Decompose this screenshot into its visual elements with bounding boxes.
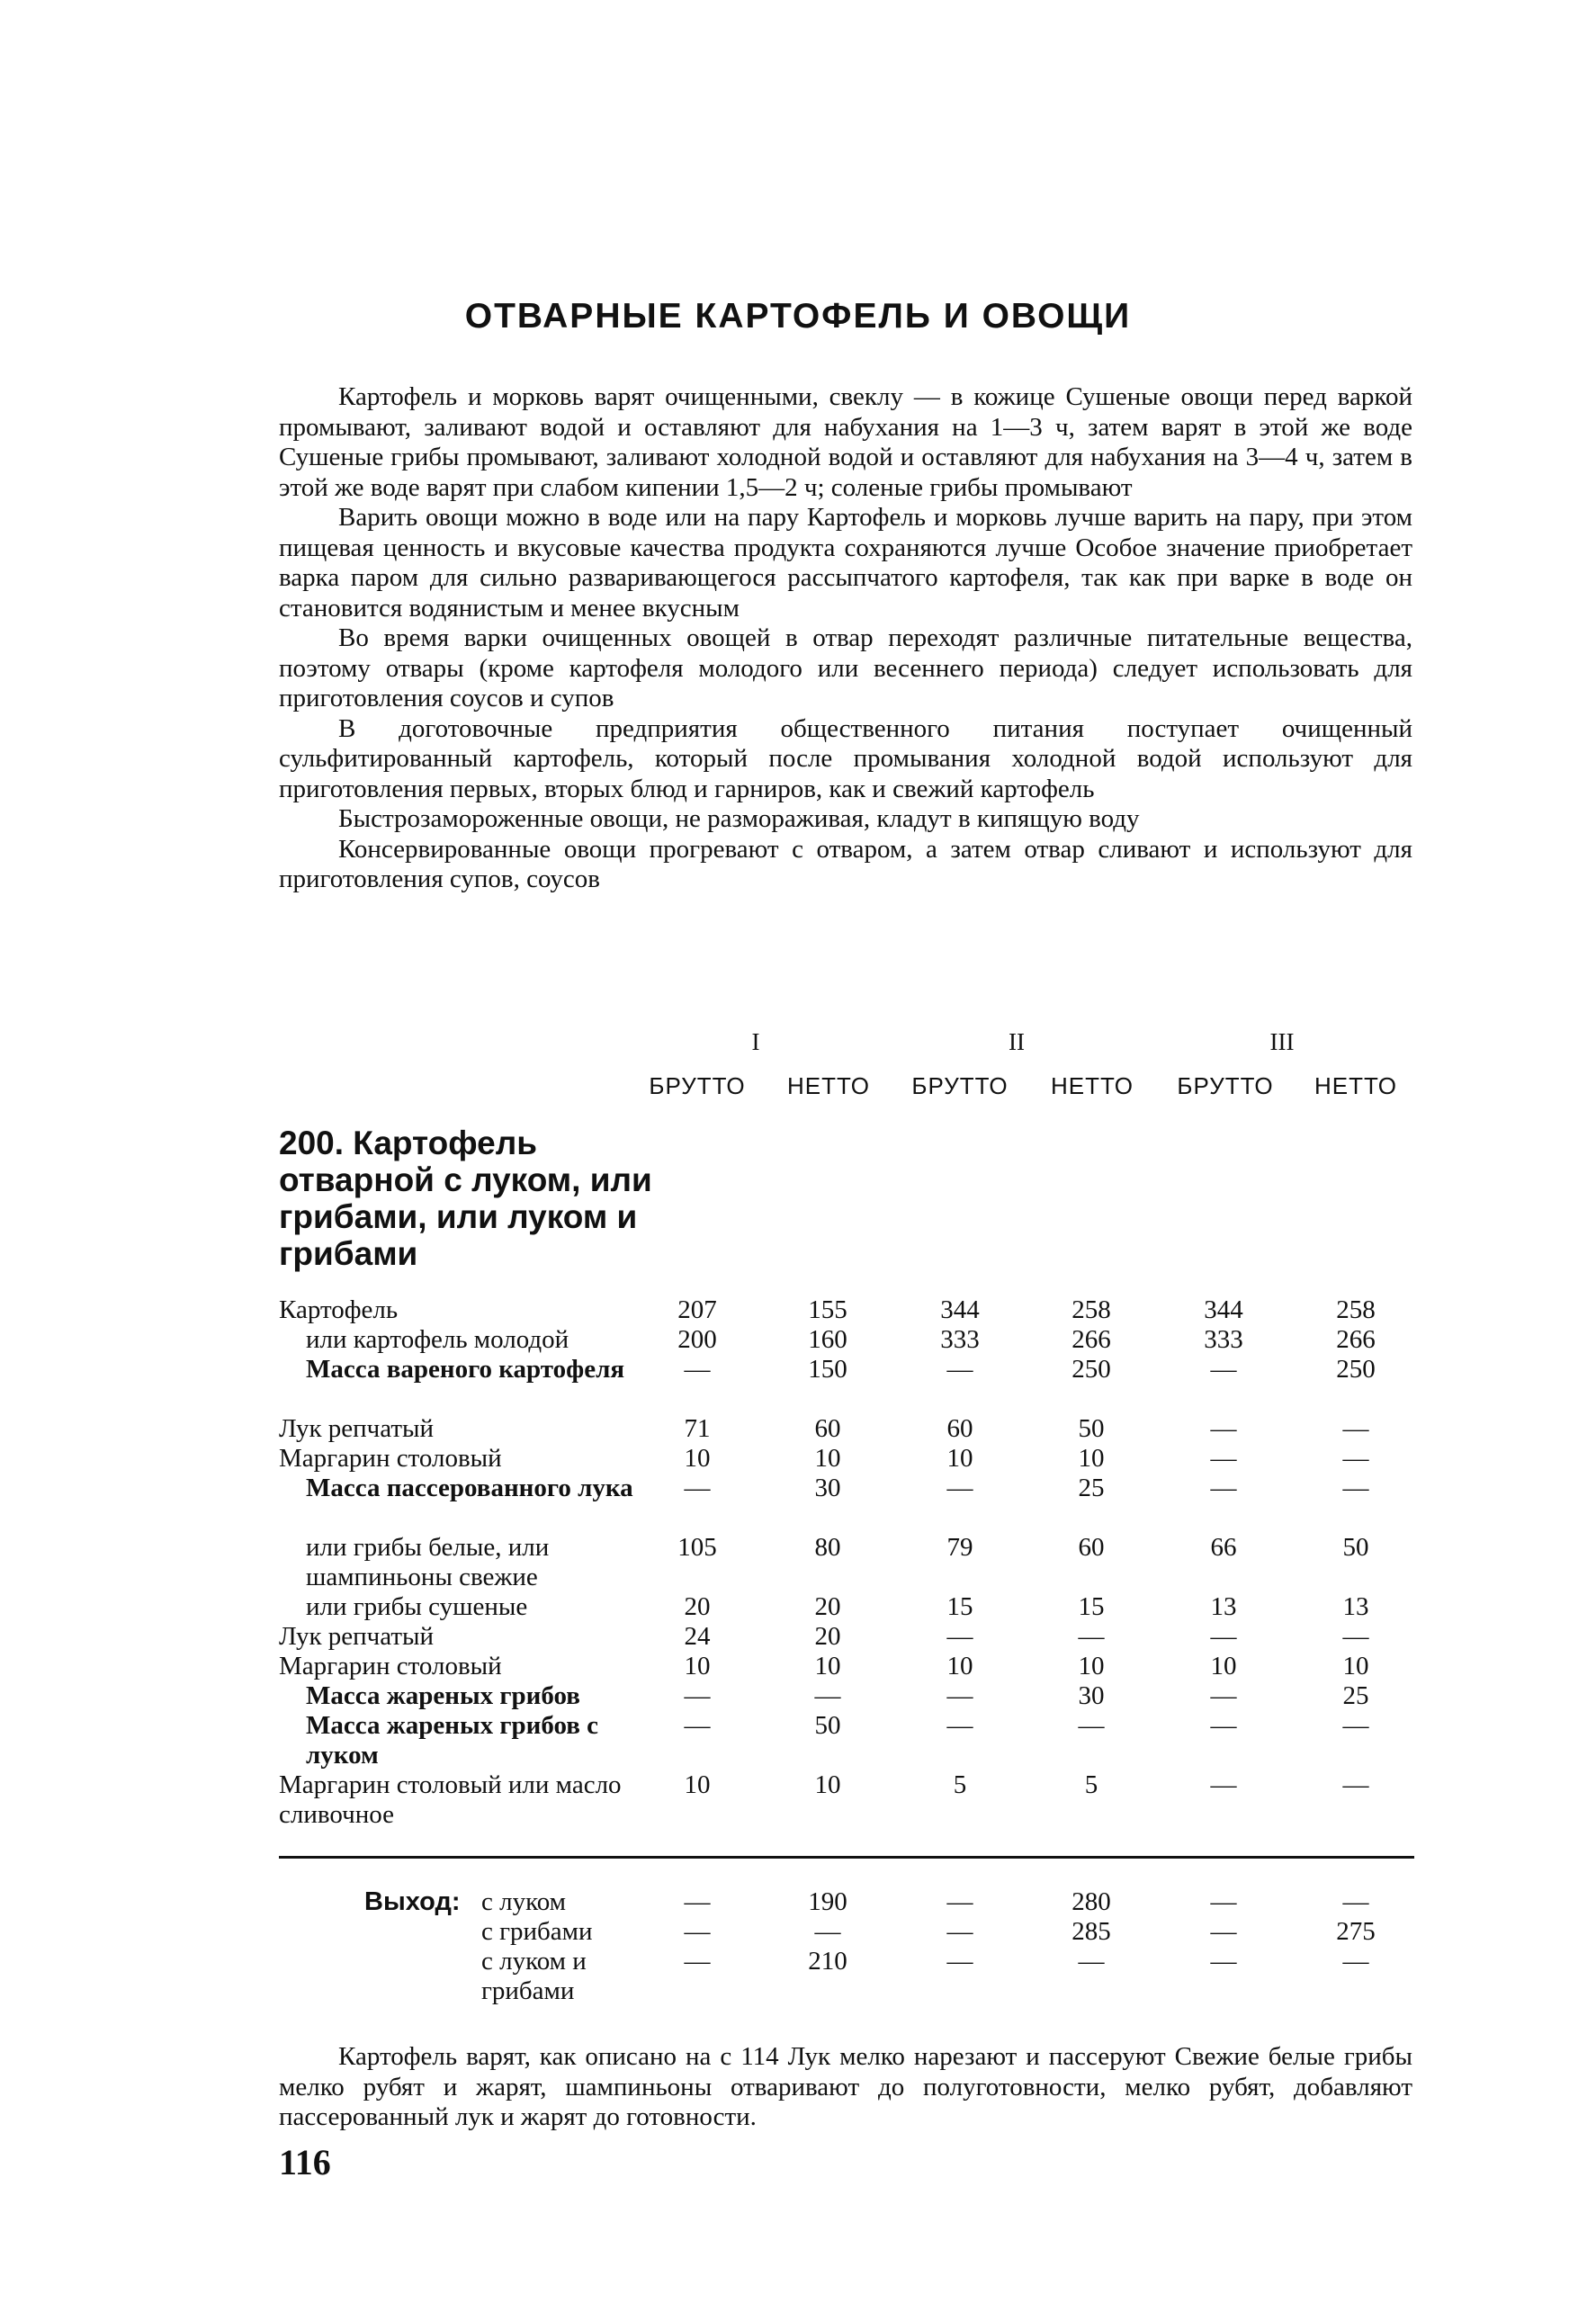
table-row (0, 1295, 1596, 1325)
table-cell: 71 (684, 1414, 711, 1443)
table-row (0, 1533, 1596, 1592)
table-cell: 10 (1078, 1652, 1105, 1680)
table-cell: 60 (946, 1414, 973, 1443)
ingredient-name: Картофель (279, 1295, 399, 1324)
table-cell: — (1342, 1474, 1369, 1502)
table-cell: — (1342, 1444, 1369, 1473)
ingredient-name: Маргарин столовый или масло сливочное (279, 1770, 622, 1829)
table-cell: 207 (677, 1295, 717, 1324)
table-cell: — (1342, 1711, 1369, 1740)
table-cell: — (814, 1681, 841, 1710)
table-cell: 150 (808, 1355, 847, 1384)
table-divider (279, 1856, 1414, 1859)
yield-cell: — (946, 1947, 973, 1976)
ingredient-name: Лук репчатый (279, 1414, 435, 1443)
table-cell: 333 (940, 1325, 980, 1354)
table-cell: 5 (1084, 1770, 1098, 1799)
table-cell: 66 (1210, 1533, 1237, 1562)
table-cell: — (1210, 1681, 1237, 1710)
table-cell: 250 (1071, 1355, 1111, 1384)
yield-cell: — (1210, 1887, 1237, 1916)
ingredient-name: Масса жареных грибов с луком (306, 1711, 599, 1770)
yield-name: с луком (481, 1887, 567, 1916)
table-row (0, 1652, 1596, 1681)
paragraph: В доготовочные предприятия общественного питания поступает очищенный сульфитированный картофель, который после промывания холодной водой используют для приготовления первых, вторых блюд и гарниров, как и свежий картофель (279, 713, 1412, 803)
table-cell: — (946, 1355, 973, 1384)
table-cell: 266 (1336, 1325, 1376, 1354)
yield-cell: — (1342, 1947, 1369, 1976)
yield-name: с грибами (481, 1917, 593, 1946)
table-cell: 25 (1342, 1681, 1369, 1710)
table-cell: 50 (1078, 1414, 1105, 1443)
table-cell: 10 (814, 1444, 841, 1473)
yield-name: с луком и грибами (481, 1947, 587, 2005)
section-heading: ОТВАРНЫЕ КАРТОФЕЛЬ И ОВОЩИ (464, 297, 1132, 336)
table-cell: 10 (684, 1444, 711, 1473)
table-cell: 10 (684, 1652, 711, 1680)
table-cell: 155 (808, 1295, 847, 1324)
table-cell: — (1210, 1622, 1237, 1651)
yield-row (0, 1947, 1596, 2006)
yield-cell: — (684, 1947, 711, 1976)
table-cell: — (1210, 1474, 1237, 1502)
table-row (0, 1414, 1596, 1444)
table-cell: — (1342, 1770, 1369, 1799)
table-row (0, 1681, 1596, 1711)
ingredient-name: или картофель молодой (306, 1325, 569, 1354)
paragraph: Консервированные овощи прогревают с отваром, а затем отвар сливают и используют для приготовления супов, соусов (279, 834, 1412, 893)
intro-text (279, 382, 1412, 895)
yield-cell: 280 (1071, 1887, 1111, 1916)
table-cell: 10 (946, 1444, 973, 1473)
paragraph: Быстрозамороженные овощи, не размораживая, кладут в кипящую воду (338, 804, 1140, 833)
yield-cell: — (814, 1917, 841, 1946)
table-cell: 344 (940, 1295, 980, 1324)
column-header-netto-2: НЕТТО (1051, 1072, 1134, 1099)
ingredient-name: Лук репчатый (279, 1622, 435, 1651)
table-cell: 30 (1078, 1681, 1105, 1710)
table-cell: — (946, 1622, 973, 1651)
table-cell: 15 (946, 1592, 973, 1621)
yield-cell: — (684, 1887, 711, 1916)
column-header-brutto-2: БРУТТО (911, 1072, 1009, 1099)
table-cell: 20 (684, 1592, 711, 1621)
table-cell: — (1078, 1622, 1105, 1651)
table-cell: 10 (946, 1652, 973, 1680)
table-cell: 333 (1204, 1325, 1243, 1354)
table-cell: — (1210, 1355, 1237, 1384)
table-cell: 50 (1342, 1533, 1369, 1562)
yield-cell: — (1342, 1887, 1369, 1916)
yield-row (0, 1917, 1596, 1947)
table-cell: — (1210, 1414, 1237, 1443)
dish-title: 200. Картофель отварной с луком, или грибами, или луком и грибами (279, 1125, 652, 1272)
column-group-iii: III (1269, 1028, 1295, 1055)
yield-cell: — (946, 1887, 973, 1916)
table-cell: 10 (1078, 1444, 1105, 1473)
yield-cell: 285 (1071, 1917, 1111, 1946)
yield-cell: — (1210, 1917, 1237, 1946)
yield-cell: 275 (1336, 1917, 1376, 1946)
paragraph: Картофель и морковь варят очищенными, свеклу — в кожице Сушеные овощи перед варкой промывают, заливают водой и оставляют для набухания на 1—3 ч, затем варят в этой же воде Сушеные грибы промывают, заливают холодной водой и оставляют для набухания на 3—4 ч, затем в этой же воде варят при слабом кипении 1,5—2 ч; соленые грибы промывают (279, 382, 1412, 502)
note-paragraph: Картофель варят, как описано на с 114 Лук мелко нарезают и пассеруют Свежие белые грибы мелко рубят и жарят, шампиньоны отваривают до полуготовности, мелко рубят, добавляют пассерованный лук и жарят до готовности. (279, 2042, 1412, 2131)
ingredient-name: или грибы белые, или шампиньоны свежие (306, 1533, 550, 1591)
table-cell: 20 (814, 1622, 841, 1651)
table-cell: — (1210, 1444, 1237, 1473)
table-cell: 20 (814, 1592, 841, 1621)
column-group-i: I (751, 1028, 760, 1055)
table-cell: 60 (814, 1414, 841, 1443)
table-cell: — (684, 1711, 711, 1740)
table-cell: 80 (814, 1533, 841, 1562)
ingredient-name: Масса вареного картофеля (306, 1355, 625, 1384)
column-header-brutto-3: БРУТТО (1177, 1072, 1274, 1099)
cooking-note (279, 2042, 1412, 2133)
table-cell: 24 (684, 1622, 711, 1651)
table-cell: — (1078, 1711, 1105, 1740)
table-cell: — (1210, 1711, 1237, 1740)
yield-label: Выход: (364, 1887, 461, 1916)
yield-cell: — (946, 1917, 973, 1946)
table-cell: — (946, 1474, 973, 1502)
ingredient-name: или грибы сушеные (306, 1592, 528, 1621)
table-cell: 200 (677, 1325, 717, 1354)
table-row (0, 1355, 1596, 1414)
column-header-netto-1: НЕТТО (787, 1072, 870, 1099)
table-cell: 25 (1078, 1474, 1105, 1502)
yield-cell: 190 (808, 1887, 847, 1916)
table-cell: 60 (1078, 1533, 1105, 1562)
table-cell: 5 (953, 1770, 967, 1799)
table-cell: — (946, 1681, 973, 1710)
table-cell: 10 (1210, 1652, 1237, 1680)
yield-table (0, 1887, 1596, 2006)
yield-cell: — (1078, 1947, 1105, 1976)
table-row (0, 1474, 1596, 1533)
table-cell: 105 (677, 1533, 717, 1562)
table-cell: 15 (1078, 1592, 1105, 1621)
table-cell: 344 (1204, 1295, 1243, 1324)
table-cell: 258 (1071, 1295, 1111, 1324)
table-row (0, 1622, 1596, 1652)
table-cell: 266 (1071, 1325, 1111, 1354)
yield-cell: 210 (808, 1947, 847, 1976)
ingredient-name: Маргарин столовый (279, 1444, 502, 1473)
table-cell: 50 (814, 1711, 841, 1740)
table-row (0, 1325, 1596, 1355)
paragraph: Во время варки очищенных овощей в отвар переходят различные питательные вещества, поэтому отвары (кроме картофеля молодого или весеннего периода) следует использовать для приготовления соусов и супов (279, 623, 1412, 712)
table-cell: — (684, 1474, 711, 1502)
table-cell: 160 (808, 1325, 847, 1354)
table-row (0, 1592, 1596, 1622)
table-cell: 10 (1342, 1652, 1369, 1680)
table-cell: — (1210, 1770, 1237, 1799)
table-cell: 10 (814, 1652, 841, 1680)
table-cell: 10 (684, 1770, 711, 1799)
table-row (0, 1711, 1596, 1770)
ingredient-table (0, 1295, 1596, 1830)
table-row (0, 1770, 1596, 1830)
ingredient-name: Масса пассерованного лука (306, 1474, 633, 1502)
yield-cell: — (684, 1917, 711, 1946)
ingredient-name: Масса жареных грибов (306, 1681, 580, 1710)
table-cell: 258 (1336, 1295, 1376, 1324)
column-header-brutto-1: БРУТТО (649, 1072, 746, 1099)
table-cell: 250 (1336, 1355, 1376, 1384)
table-cell: 10 (814, 1770, 841, 1799)
column-group-ii: II (1009, 1028, 1025, 1055)
table-row (0, 1444, 1596, 1474)
paragraph: Варить овощи можно в воде или на пару Картофель и морковь лучше варить на пару, при этом пищевая ценность и вкусовые качества продукта сохраняются лучше Особое значение приобретает варка паром для сильно разваривающегося рассыпчатого картофеля, так как при варке в воде он становится водянистым и менее вкусным (279, 503, 1412, 623)
table-cell: 13 (1210, 1592, 1237, 1621)
table-cell: — (684, 1681, 711, 1710)
column-header-netto-3: НЕТТО (1314, 1072, 1397, 1099)
table-cell: 30 (814, 1474, 841, 1502)
table-cell: 79 (946, 1533, 973, 1562)
yield-row (0, 1887, 1596, 1917)
table-cell: — (946, 1711, 973, 1740)
ingredient-name: Маргарин столовый (279, 1652, 502, 1680)
table-cell: — (1342, 1414, 1369, 1443)
table-cell: — (1342, 1622, 1369, 1651)
table-cell: — (684, 1355, 711, 1384)
yield-cell: — (1210, 1947, 1237, 1976)
table-cell: 13 (1342, 1592, 1369, 1621)
page-number: 116 (279, 2142, 331, 2182)
